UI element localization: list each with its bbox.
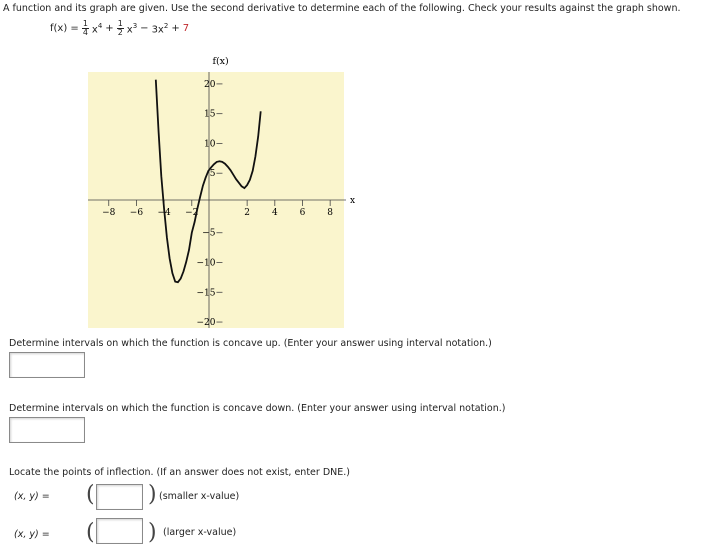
inflection-point-2-label: (x, y) =	[14, 529, 50, 540]
y-tick-label: −5	[202, 228, 216, 239]
x-tick-label: 4	[271, 207, 278, 218]
close-paren-2: )	[148, 520, 157, 545]
close-paren-1: )	[148, 482, 157, 507]
inflection-point-1-input[interactable]	[96, 484, 143, 510]
x-axis-label: x	[350, 196, 356, 206]
y-tick-label: −15	[196, 288, 216, 299]
inflection-point-2-input[interactable]	[96, 518, 143, 544]
x-tick-label: −8	[102, 207, 116, 218]
open-paren-2: (	[86, 520, 95, 545]
question-concave-up: Determine intervals on which the function is concave up. (Enter your answer using interval notation.)	[9, 338, 492, 349]
open-paren-1: (	[86, 482, 95, 507]
smaller-x-note: (smaller x-value)	[159, 491, 240, 502]
x-tick-label: 8	[327, 207, 334, 218]
x-tick-label: −2	[185, 207, 199, 218]
function-expression: f(x) = $\frac{1}{4}$ $x^4$ + $\frac{1}{2}$ $x^3$ − $3x^2$ + 7	[50, 19, 190, 37]
question-inflection-points: Locate the points of inflection. (If an answer does not exist, enter DNE.)	[9, 467, 350, 478]
y-axis-label: f(x)	[212, 56, 229, 67]
x-tick-label: −6	[129, 207, 144, 218]
fraction-one-half: $\frac{1}{2}$	[117, 19, 123, 37]
function-constant: 7	[182, 23, 190, 34]
question-concave-down: Determine intervals on which the function is concave down. (Enter your answer using interval notation.)	[9, 403, 506, 414]
inflection-point-1-label: (x, y) =	[14, 491, 50, 502]
concave-up-input[interactable]	[9, 352, 85, 378]
x-tick-label: 6	[299, 207, 306, 218]
y-tick-label: 15	[204, 109, 216, 120]
y-tick-label: 5	[209, 169, 216, 180]
y-tick-label: −10	[196, 258, 216, 269]
function-lhs: f(x) =	[50, 23, 79, 34]
fraction-one-quarter: $\frac{1}{4}$	[82, 19, 88, 37]
larger-x-note: (larger x-value)	[163, 527, 237, 538]
y-tick-label: 20	[204, 79, 216, 90]
concave-down-input[interactable]	[9, 417, 85, 443]
x-tick-label: 2	[244, 207, 251, 218]
y-tick-label: 10	[204, 139, 216, 150]
y-tick-label: −20	[196, 318, 216, 329]
prompt-text: A function and its graph are given. Use the second derivative to determine each of the following. Check your results against the graph shown.	[3, 3, 681, 14]
x-tick-label: −4	[157, 207, 171, 218]
